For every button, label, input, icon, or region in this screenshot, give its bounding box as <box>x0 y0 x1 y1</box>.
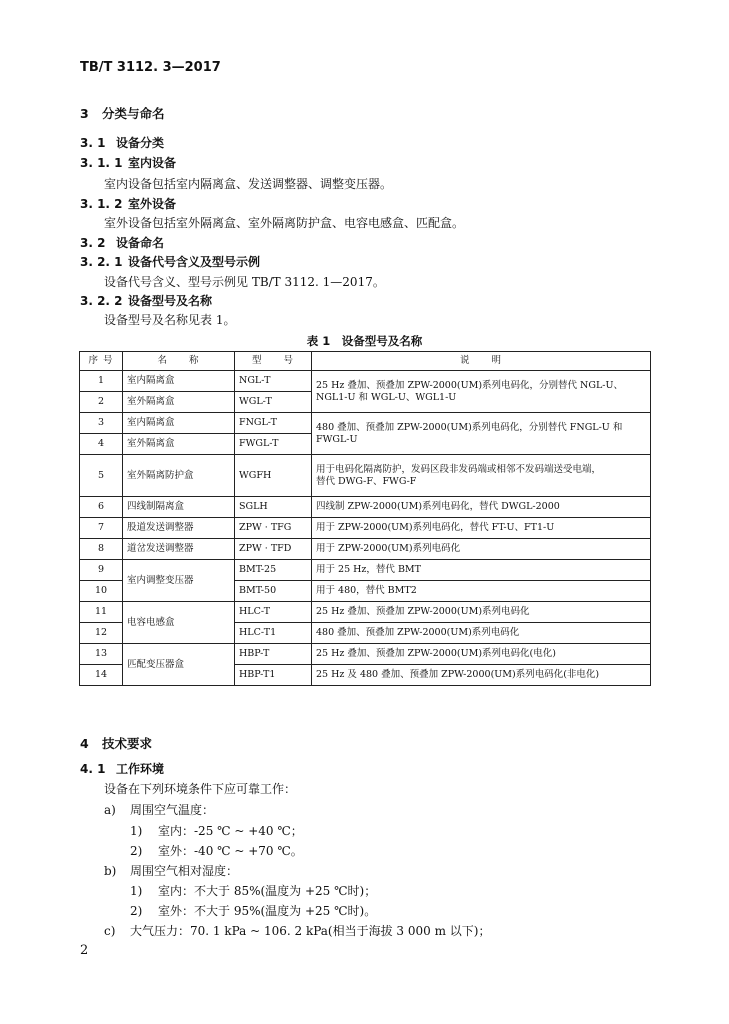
section-number: 3. 1. 2 <box>80 197 123 211</box>
section-title: 设备命名 <box>116 236 165 250</box>
list-text: 室外：-40 ℃ ~ +70 ℃。 <box>158 844 303 858</box>
cell-model: HBP-T1 <box>235 665 312 686</box>
cell-note: 用于 ZPW-2000(UM)系列电码化 <box>312 539 651 560</box>
cell-name: 室外隔离盒 <box>123 392 235 413</box>
section-3-2-1-body: 设备代号含义、型号示例见 TB/T 3112. 1—2017。 <box>104 275 385 289</box>
cell-name: 室内调整变压器 <box>123 560 235 602</box>
cell-note: 用于 25 Hz，替代 BMT <box>312 560 651 581</box>
section-number: 4. 1 <box>80 762 106 776</box>
cell-no: 7 <box>80 518 123 539</box>
cell-model: HLC-T1 <box>235 623 312 644</box>
cell-no: 8 <box>80 539 123 560</box>
list-text: 周围空气温度： <box>130 803 215 817</box>
list-item-b-1 <box>130 882 376 899</box>
cell-no: 13 <box>80 644 123 665</box>
list-item-a-1 <box>130 822 303 839</box>
cell-note <box>312 455 651 497</box>
note-line: FWGL-U <box>316 433 358 445</box>
page-number: 2 <box>80 943 89 958</box>
section-title: 分类与命名 <box>102 106 165 121</box>
table-row <box>80 497 651 518</box>
header-model: 型 号 <box>235 352 312 371</box>
cell-model: ZPW · TFD <box>235 539 312 560</box>
section-number: 3 <box>80 106 89 121</box>
cell-model: WGFH <box>235 455 312 497</box>
cell-note: 480 叠加、预叠加 ZPW-2000(UM)系列电码化 <box>312 623 651 644</box>
note-line: 25 Hz 叠加、预叠加 ZPW-2000(UM)系列电码化，分别替代 NGL-U、 <box>316 379 623 391</box>
note-line: 替代 DWG-F、FWG-F <box>316 475 417 487</box>
table-row <box>80 644 651 665</box>
cell-note: 用于 ZPW-2000(UM)系列电码化，替代 FT-U、FT1-U <box>312 518 651 539</box>
section-number: 3. 2. 1 <box>80 255 123 269</box>
cell-model: FWGL-T <box>235 434 312 455</box>
cell-no: 1 <box>80 371 123 392</box>
cell-name: 电容电感盒 <box>123 602 235 644</box>
section-3-2-heading <box>80 234 164 251</box>
table-row <box>80 518 651 539</box>
section-3-2-2-body: 设备型号及名称见表 1。 <box>104 313 236 327</box>
cell-note: 25 Hz 叠加、预叠加 ZPW-2000(UM)系列电码化(电化) <box>312 644 651 665</box>
list-label: 2) <box>130 844 143 858</box>
cell-model: NGL-T <box>235 371 312 392</box>
list-label: 2) <box>130 904 143 918</box>
table-row <box>80 560 651 581</box>
cell-no: 9 <box>80 560 123 581</box>
section-title: 设备型号及名称 <box>128 294 213 308</box>
table-row <box>80 371 651 392</box>
section-title: 技术要求 <box>102 736 153 751</box>
section-3-1-2-body: 室外设备包括室外隔离盒、室外隔离防护盒、电容电感盒、匹配盒。 <box>104 216 465 230</box>
section-title: 室内设备 <box>128 156 177 170</box>
equipment-table <box>79 351 651 686</box>
cell-model: FNGL-T <box>235 413 312 434</box>
section-title: 设备分类 <box>116 136 165 150</box>
cell-no: 11 <box>80 602 123 623</box>
header-name: 名 称 <box>123 352 235 371</box>
list-text: 周围空气相对湿度： <box>130 864 239 878</box>
list-item-b <box>104 862 238 879</box>
table-caption: 表 1 设备型号及名称 <box>306 334 423 348</box>
cell-no: 6 <box>80 497 123 518</box>
cell-note <box>312 413 651 455</box>
cell-model: ZPW · TFG <box>235 518 312 539</box>
cell-no: 10 <box>80 581 123 602</box>
cell-note: 用于 480，替代 BMT2 <box>312 581 651 602</box>
cell-name: 股道发送调整器 <box>123 518 235 539</box>
section-title: 设备代号含义及型号示例 <box>128 255 261 269</box>
section-number: 3. 2. 2 <box>80 294 123 308</box>
table-row <box>80 602 651 623</box>
cell-no: 3 <box>80 413 123 434</box>
list-item-c <box>104 922 490 939</box>
table-row <box>80 455 651 497</box>
section-title: 室外设备 <box>128 197 177 211</box>
section-3-1-1-body: 室内设备包括室内隔离盒、发送调整器、调整变压器。 <box>104 177 393 191</box>
header-note: 说 明 <box>312 352 651 371</box>
cell-model: WGL-T <box>235 392 312 413</box>
section-number: 3. 1. 1 <box>80 156 123 170</box>
section-title: 工作环境 <box>116 762 165 776</box>
cell-model: BMT-25 <box>235 560 312 581</box>
list-text: 室内：-25 ℃ ~ +40 ℃； <box>158 824 303 838</box>
note-line: NGL1-U 和 WGL-U、WGL1-U <box>316 391 457 403</box>
section-number: 4 <box>80 736 89 751</box>
section-3-1-heading <box>80 134 164 151</box>
list-label: b) <box>104 864 117 878</box>
table-row <box>80 539 651 560</box>
cell-name: 匹配变压器盒 <box>123 644 235 686</box>
section-3-2-2-heading <box>80 292 212 309</box>
section-3-2-1-heading <box>80 253 260 270</box>
cell-no: 14 <box>80 665 123 686</box>
cell-model: HBP-T <box>235 644 312 665</box>
note-line: 480 叠加、预叠加 ZPW-2000(UM)系列电码化，分别替代 FNGL-U 和 <box>316 421 623 433</box>
cell-no: 5 <box>80 455 123 497</box>
cell-name: 室外隔离防护盒 <box>123 455 235 497</box>
cell-no: 2 <box>80 392 123 413</box>
cell-name: 室内隔离盒 <box>123 413 235 434</box>
list-label: 1) <box>130 884 143 898</box>
header-no: 序 号 <box>80 352 123 371</box>
cell-name: 室外隔离盒 <box>123 434 235 455</box>
section-4-1-intro: 设备在下列环境条件下应可靠工作： <box>104 782 297 796</box>
cell-name: 道岔发送调整器 <box>123 539 235 560</box>
list-label: a) <box>104 803 116 817</box>
cell-note <box>312 371 651 413</box>
cell-note: 25 Hz 叠加、预叠加 ZPW-2000(UM)系列电码化 <box>312 602 651 623</box>
section-3-heading <box>80 104 165 122</box>
table-header-row <box>80 352 651 371</box>
section-3-1-1-heading <box>80 154 176 171</box>
list-text: 大气压力：70. 1 kPa ~ 106. 2 kPa(相当于海拔 3 000 m 以下)； <box>130 924 491 938</box>
section-number: 3. 1 <box>80 136 106 150</box>
cell-note: 25 Hz 及 480 叠加、预叠加 ZPW-2000(UM)系列电码化(非电化) <box>312 665 651 686</box>
cell-no: 12 <box>80 623 123 644</box>
section-number: 3. 2 <box>80 236 106 250</box>
list-text: 室外：不大于 95%(温度为 +25 ℃时)。 <box>158 904 377 918</box>
cell-no: 4 <box>80 434 123 455</box>
list-label: 1) <box>130 824 143 838</box>
standard-code: TB/T 3112. 3—2017 <box>80 60 221 75</box>
cell-name: 室内隔离盒 <box>123 371 235 392</box>
section-3-1-2-heading <box>80 195 176 212</box>
cell-model: HLC-T <box>235 602 312 623</box>
cell-model: SGLH <box>235 497 312 518</box>
section-4-heading <box>80 734 152 752</box>
section-4-1-heading <box>80 760 164 777</box>
cell-name: 四线制隔离盒 <box>123 497 235 518</box>
list-item-b-2 <box>130 902 376 919</box>
list-item-a <box>104 801 214 818</box>
cell-model: BMT-50 <box>235 581 312 602</box>
cell-note: 四线制 ZPW-2000(UM)系列电码化，替代 DWGL-2000 <box>312 497 651 518</box>
list-item-a-2 <box>130 842 303 859</box>
table-row <box>80 413 651 434</box>
list-label: c) <box>104 924 116 938</box>
note-line: 用于电码化隔离防护，发码区段非发码端或相邻不发码端送受电端， <box>316 463 602 475</box>
list-text: 室内：不大于 85%(温度为 +25 ℃时)； <box>158 884 377 898</box>
